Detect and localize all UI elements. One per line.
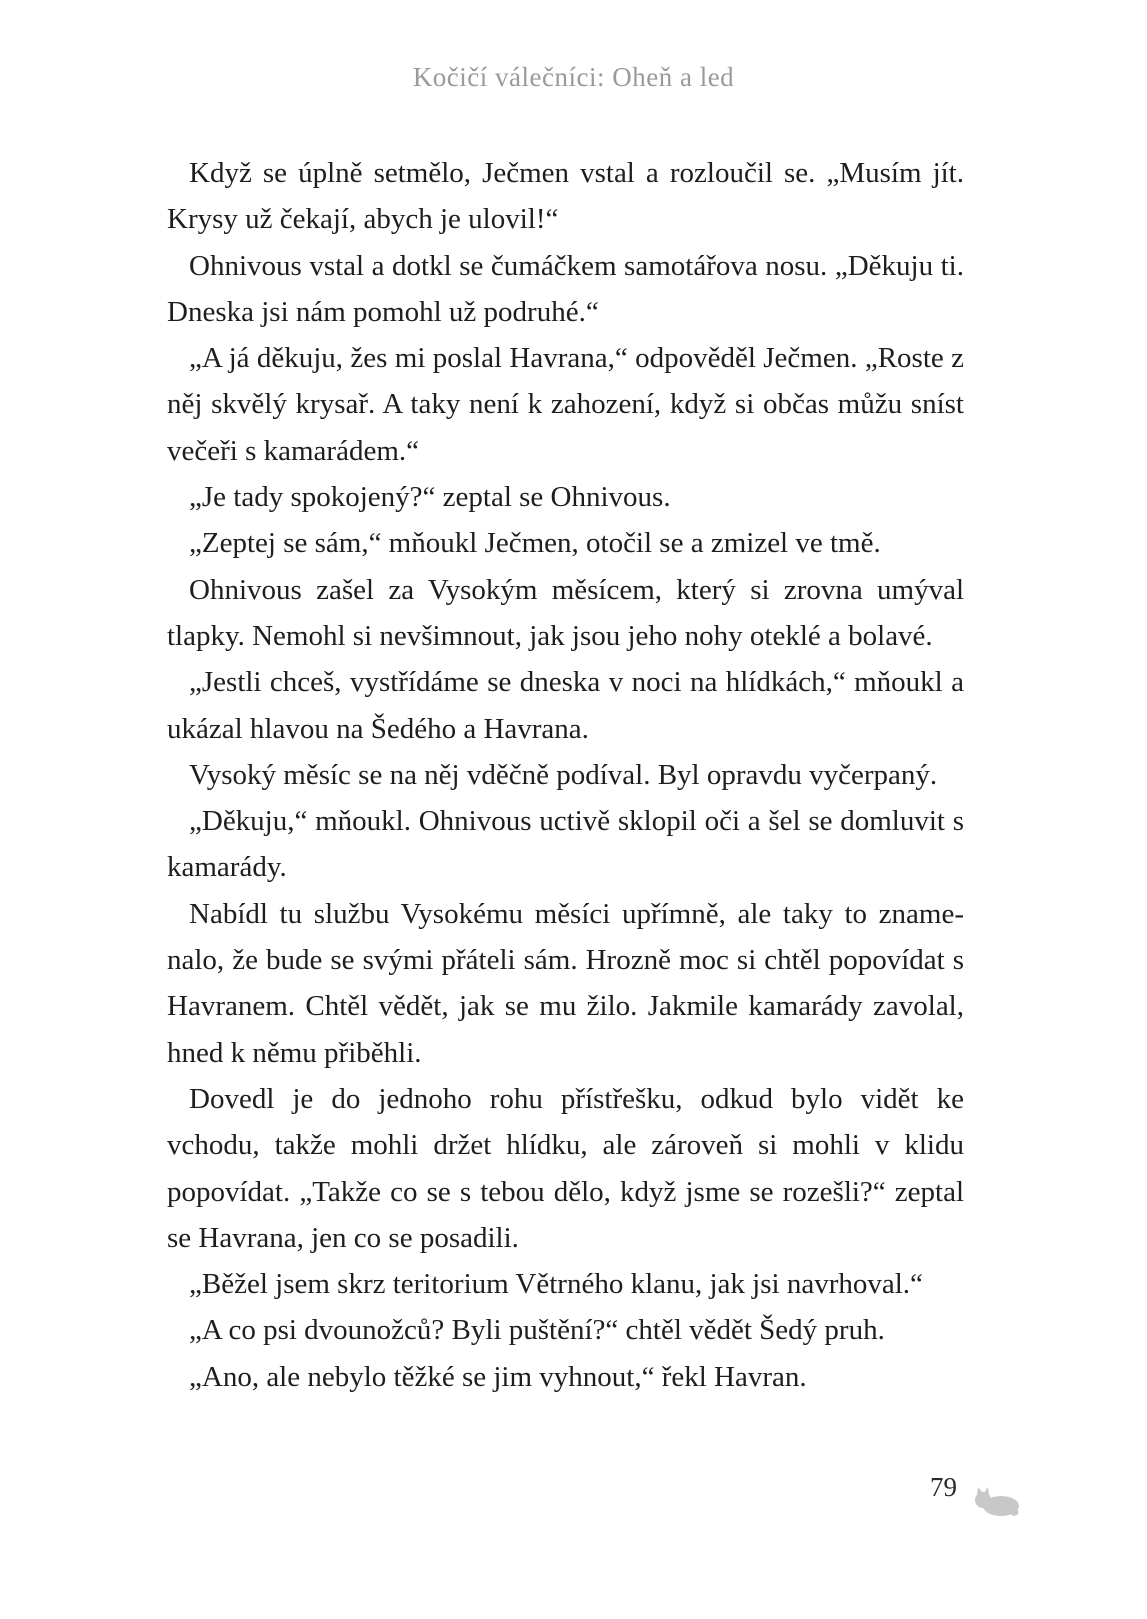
paragraph: „Zeptej se sám,“ mňoukl Ječmen, otočil se a zmizel ve tmě. xyxy=(189,527,881,560)
cat-icon xyxy=(972,1486,1022,1518)
paragraph: Vysoký měsíc se na něj vděčně podíval. Byl opravdu vyčerpaný. xyxy=(189,758,938,791)
paragraph: „Běžel jsem skrz teritorium Větrného klanu, jak jsi navrhoval.“ xyxy=(189,1268,923,1301)
paragraph: Ohnivous vstal a dotkl se čumáčkem samotářova nosu. „Děkuju ti. Dneska jsi nám pomohl už podruhé.“ xyxy=(167,249,964,328)
body-text xyxy=(167,150,964,1400)
paragraph: Nabídl tu službu Vysokému měsíci upřímně, ale taky to znamenalo, že bude se svými přáteli sám. Hrozně moc si chtěl popovídat s Havranem. Chtěl vědět, jak se mu žilo. Jakmile kamarády zavolal, hned k němu přiběhli. xyxy=(167,897,964,1069)
paragraph: „Děkuju,“ mňoukl. Ohnivous uctivě sklopil oči a šel se domluvit s kamarády. xyxy=(167,805,964,884)
paragraph: Ohnivous zašel za Vysokým měsícem, který si zrovna umýval tlapky. Nemohl si nevšimnout, jak jsou jeho nohy oteklé a bolavé. xyxy=(167,573,964,652)
paragraph: „Ano, ale nebylo těžké se jim vyhnout,“ řekl Havran. xyxy=(189,1360,807,1393)
paragraph: „A co psi dvounožců? Byli puštění?“ chtěl vědět Šedý pruh. xyxy=(189,1314,885,1347)
paragraph: Když se úplně setmělo, Ječmen vstal a rozloučil se. „Musím jít. Krysy už čekají, abych je ulovil!“ xyxy=(167,157,964,236)
paragraph: „Jestli chceš, vystřídáme se dneska v noci na hlídkách,“ mňoukl a ukázal hlavou na Šedého a Havrana. xyxy=(167,666,964,745)
running-title: Kočičí válečníci: Oheň a led xyxy=(412,62,735,92)
page-number: 79 xyxy=(930,1472,957,1502)
paragraph: Dovedl je do jednoho rohu přístřešku, odkud bylo vidět ke vchodu, takže mohli držet hlídku, ale zároveň si mohli v klidu popovídat. „Takže co se s tebou dělo, když jsme se rozešli?“ zeptal se Havrana, jen co se posadili. xyxy=(167,1082,964,1254)
paragraph: „A já děkuju, žes mi poslal Havrana,“ odpověděl Ječmen. „Roste z něj skvělý krysař. A taky není k zahození, když si občas můžu sníst večeři s kamarádem.“ xyxy=(167,342,964,467)
paragraph: „Je tady spokojený?“ zeptal se Ohnivous. xyxy=(189,481,671,514)
